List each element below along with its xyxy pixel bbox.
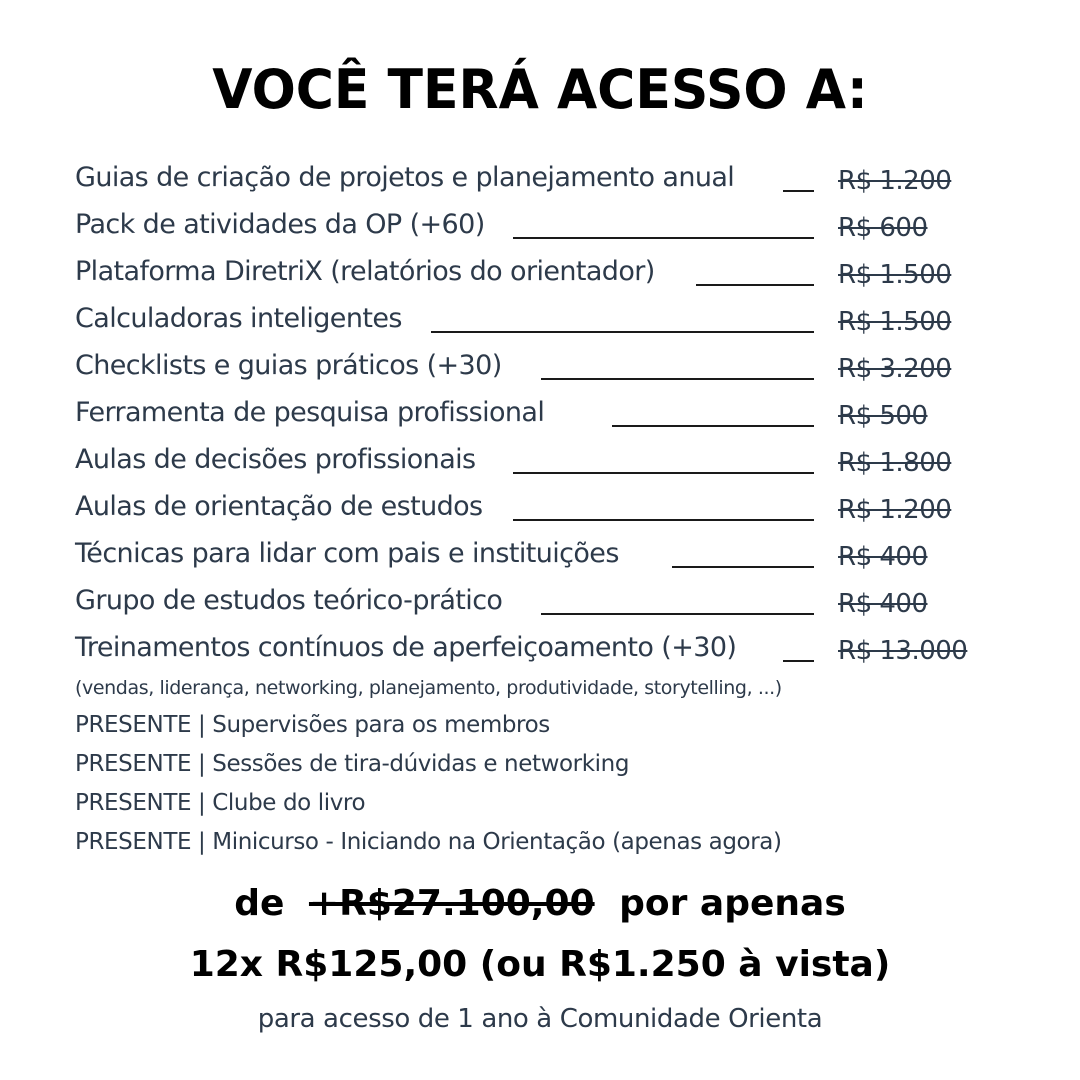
item-label: Ferramenta de pesquisa profissional [75, 397, 545, 428]
item-label: Pack de atividades da OP (+60) [75, 209, 485, 240]
list-item [75, 158, 1005, 205]
item-price: R$ 400 [838, 542, 928, 572]
item-price: R$ 1.500 [838, 260, 952, 290]
item-label: Plataforma DiretriX (relatórios do orientador) [75, 256, 655, 287]
list-item [75, 205, 1005, 252]
item-label: Grupo de estudos teórico-prático [75, 585, 503, 616]
item-label: Aulas de orientação de estudos [75, 491, 483, 522]
dotted-line [513, 519, 814, 521]
dotted-line [541, 378, 814, 380]
item-price: R$ 1.800 [838, 448, 952, 478]
dotted-line [783, 660, 814, 662]
item-price: R$ 600 [838, 213, 928, 243]
dotted-line [612, 425, 814, 427]
old-price: +R$27.100,00 [308, 883, 595, 924]
dotted-line [431, 331, 814, 333]
dotted-line [672, 566, 814, 568]
item-price: R$ 1.200 [838, 495, 952, 525]
item-price: R$ 13.000 [838, 636, 968, 666]
list-item [75, 534, 1005, 581]
item-price: R$ 500 [838, 401, 928, 431]
gift-item: PRESENTE | Minicurso - Iniciando na Orientação (apenas agora) [75, 829, 782, 855]
dotted-line [541, 613, 814, 615]
dotted-line [783, 190, 814, 192]
dotted-line [513, 472, 814, 474]
dotted-line [513, 237, 814, 239]
list-item [75, 346, 1005, 393]
offer-price: 12x R$125,00 (ou R$1.250 à vista) [189, 944, 891, 985]
offer-suffix: por apenas [619, 883, 846, 924]
item-label: Calculadoras inteligentes [75, 303, 402, 334]
list-item [75, 299, 1005, 346]
item-price: R$ 1.200 [838, 166, 952, 196]
list-item [75, 252, 1005, 299]
list-item [75, 393, 1005, 440]
gift-item: PRESENTE | Clube do livro [75, 790, 366, 816]
list-item [75, 581, 1005, 628]
item-label: Checklists e guias práticos (+30) [75, 350, 502, 381]
offer-prefix: de [234, 883, 285, 924]
gift-item: PRESENTE | Sessões de tira-dúvidas e networking [75, 751, 630, 777]
gift-item: PRESENTE | Supervisões para os membros [75, 712, 550, 738]
gifts-list [75, 709, 782, 865]
item-label: Treinamentos contínuos de aperfeiçoamento (+30) [75, 632, 737, 663]
dotted-line [696, 284, 814, 286]
page-title: VOCÊ TERÁ ACESSO A: [212, 58, 868, 122]
list-item [75, 628, 1005, 675]
item-label: Aulas de decisões profissionais [75, 444, 476, 475]
offer-footer: para acesso de 1 ano à Comunidade Orienta [257, 1004, 823, 1034]
list-item [75, 440, 1005, 487]
item-price: R$ 3.200 [838, 354, 952, 384]
offer-line [0, 883, 1080, 924]
item-note: (vendas, liderança, networking, planejamento, produtividade, storytelling, ...) [75, 677, 782, 699]
item-label: Técnicas para lidar com pais e instituições [75, 538, 619, 569]
item-label: Guias de criação de projetos e planejamento anual [75, 162, 735, 193]
item-price: R$ 400 [838, 589, 928, 619]
list-item [75, 487, 1005, 534]
benefits-list [75, 158, 1005, 675]
item-price: R$ 1.500 [838, 307, 952, 337]
